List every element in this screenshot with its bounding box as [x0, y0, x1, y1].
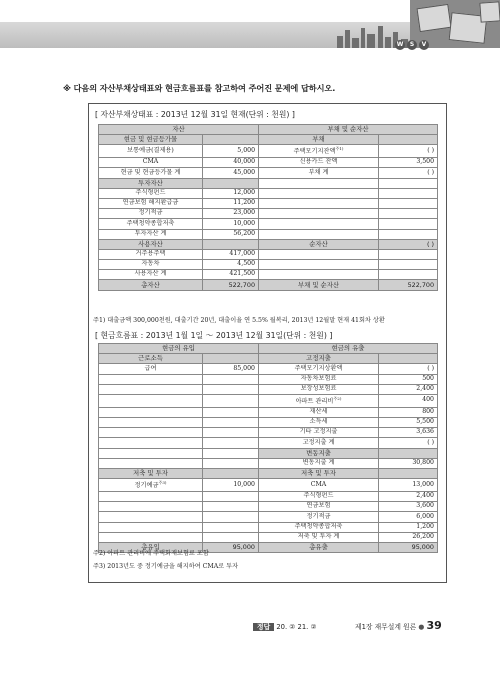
bs-right-value-text: ( )	[427, 168, 435, 176]
bs-right-label	[259, 260, 379, 270]
bs-left-label-text: 주식형펀드	[135, 188, 166, 196]
cf-left-label	[99, 394, 203, 407]
footnote-marker: 주1)	[335, 146, 344, 152]
bs-right-label-text: 주택모기지잔액	[293, 148, 336, 156]
cf-row	[99, 448, 438, 458]
bs-left-value	[203, 249, 259, 259]
bs-left-label-text: 연금보험 해지환급금	[122, 199, 179, 207]
cf-left-value	[203, 502, 259, 512]
bs-row	[99, 198, 438, 208]
bs-right-value	[379, 270, 438, 280]
bs-row	[99, 249, 438, 259]
bs-row	[99, 260, 438, 270]
cf-right-value-text: 5,500	[416, 418, 434, 426]
bs-right-label-text: 부채 계	[308, 168, 329, 176]
bs-left-label	[99, 145, 203, 158]
cf-left-value	[203, 468, 259, 478]
cf-right-label-text: 고정지출	[306, 354, 331, 363]
bs-left-value	[203, 260, 259, 270]
cf-left-value-text: 10,000	[233, 480, 255, 488]
cf-right-value-text: 13,000	[412, 480, 434, 488]
question-instruction: ※ 다음의 자산부채상태표와 현금흐름표를 참고하여 주어진 문제에 답하시오.	[63, 83, 336, 93]
cf-right-value	[379, 384, 438, 394]
cf-left-value	[203, 542, 259, 552]
cf-right-value-text: 400	[422, 396, 434, 404]
bs-right-value-text: ( )	[427, 146, 435, 154]
balance-sheet-note: 주1) 대출금액 300,000천원, 대출기간 20년, 대출이율 연 5.5% 월복리, 2013년 12월말 현재 41회차 상환	[93, 317, 385, 324]
cash-flow-caption: [ 현금흐름표 : 2013년 1월 1일 ～ 2013년 12월 31일(단위 : 천원) ]	[95, 331, 333, 340]
cf-right-label-text: 정기적금	[306, 512, 331, 520]
cf-right-value	[379, 512, 438, 522]
bs-left-label-text: 주택청약종합저축	[126, 219, 175, 227]
bs-right-label	[259, 178, 379, 188]
bs-left-label-text: 사용자산	[138, 239, 163, 248]
cf-left-label	[99, 438, 203, 448]
bs-right-value	[379, 239, 438, 249]
cf-right-label-text: 주식형펀드	[303, 492, 334, 500]
cf-right-value-text: 1,200	[416, 522, 434, 530]
cf-right-value-text: 95,000	[411, 543, 434, 552]
cf-right-value-text: 26,200	[412, 532, 434, 540]
page-number: 39	[426, 619, 442, 632]
bs-left-value	[203, 280, 259, 290]
bs-row	[99, 158, 438, 168]
cf-right-value	[379, 502, 438, 512]
bs-row	[99, 219, 438, 229]
cf-row	[99, 512, 438, 522]
cf-row	[99, 407, 438, 417]
cf-right-value	[379, 394, 438, 407]
cf-right-label-text: 보장성보험료	[300, 384, 337, 392]
cf-right-value-text: 30,800	[412, 458, 434, 466]
cf-row	[99, 522, 438, 532]
cf-row	[99, 532, 438, 542]
bs-left-value-text: 417,000	[229, 250, 256, 258]
cf-right-label	[259, 438, 379, 448]
cf-row	[99, 491, 438, 501]
cf-right-value-text: ( )	[427, 364, 434, 372]
bs-left-value-text: 522,700	[228, 280, 256, 289]
bs-left-value	[203, 168, 259, 178]
bs-left-label	[99, 280, 203, 290]
cf-row	[99, 468, 438, 478]
bs-left-value-text: 23,000	[233, 209, 256, 217]
cf-left-label	[99, 364, 203, 374]
cf-right-label-text: 고정지출 계	[302, 438, 335, 446]
cf-right-label	[259, 394, 379, 407]
cf-right-value	[379, 428, 438, 438]
footnote-marker: 주3)	[158, 480, 167, 486]
cf-right-header: 현금의 유출	[259, 344, 438, 354]
cf-right-label-text: 자동차보험료	[300, 374, 337, 382]
bs-row	[99, 229, 438, 239]
bs-header-row	[99, 125, 438, 135]
cf-header-row	[99, 344, 438, 354]
bs-left-label-text: 투자자산	[138, 178, 163, 187]
bs-right-label-text: 신용카드 잔액	[299, 158, 338, 166]
cf-right-value	[379, 354, 438, 364]
cf-right-label	[259, 479, 379, 492]
bs-left-label	[99, 135, 203, 145]
cf-left-value	[203, 364, 259, 374]
cf-right-label-text: 주택청약종합저축	[294, 522, 343, 530]
cf-right-value	[379, 458, 438, 468]
cf-right-label	[259, 417, 379, 427]
bs-right-label	[259, 198, 379, 208]
footnote-marker: 주2)	[333, 395, 342, 401]
bs-row	[99, 145, 438, 158]
cf-left-label	[99, 374, 203, 384]
balance-sheet-table	[98, 124, 438, 291]
cf-row	[99, 374, 438, 384]
page-header-banner	[0, 0, 500, 48]
cf-row	[99, 438, 438, 448]
cf-left-value	[203, 458, 259, 468]
cf-right-value	[379, 417, 438, 427]
cf-right-value	[379, 364, 438, 374]
cf-right-value	[379, 468, 438, 478]
cf-left-value	[203, 522, 259, 532]
cf-left-value	[203, 374, 259, 384]
cf-right-label	[259, 468, 379, 478]
cf-right-value-text: 500	[422, 374, 434, 382]
bullet-icon: ●	[418, 623, 425, 631]
cf-left-label	[99, 479, 203, 492]
bs-left-label	[99, 178, 203, 188]
bs-right-label	[259, 168, 379, 178]
bs-right-value-text: 522,700	[407, 280, 435, 289]
bs-left-value	[203, 158, 259, 168]
bs-right-value	[379, 249, 438, 259]
cf-left-value	[203, 417, 259, 427]
cf-right-value	[379, 438, 438, 448]
cf-right-label	[259, 458, 379, 468]
bs-left-label-text: 거주용주택	[135, 250, 166, 258]
bs-left-label-text: 사용자산 계	[134, 270, 167, 278]
bs-right-label	[259, 239, 379, 249]
bs-right-value	[379, 145, 438, 158]
bs-left-value-text: 5,000	[237, 146, 256, 154]
cf-right-label-text: 기타 고정지출	[299, 428, 338, 436]
bs-right-label	[259, 145, 379, 158]
bs-right-label-text: 순자산	[309, 239, 328, 248]
answer-label: 정답	[253, 623, 274, 631]
cf-right-value	[379, 532, 438, 542]
cf-right-label-text: 아파트 관리비	[295, 398, 334, 405]
cf-right-label	[259, 374, 379, 384]
cf-row	[99, 394, 438, 407]
cf-left-label	[99, 417, 203, 427]
bs-left-label	[99, 209, 203, 219]
cf-right-value	[379, 448, 438, 458]
bs-right-value	[379, 260, 438, 270]
cf-row	[99, 384, 438, 394]
cf-right-label-text: 변동지출	[306, 448, 331, 457]
bs-right-value	[379, 209, 438, 219]
chapter-title: 제1장 재무설계 원론	[355, 623, 417, 631]
cf-right-label	[259, 384, 379, 394]
bs-left-label	[99, 249, 203, 259]
bs-left-value	[203, 145, 259, 158]
bs-row	[99, 178, 438, 188]
bs-left-label-text: CMA	[142, 158, 159, 166]
cf-left-value	[203, 448, 259, 458]
cf-left-value	[203, 491, 259, 501]
bs-left-label-text: 현금 및 현금등가물 계	[120, 168, 181, 176]
cf-left-label	[99, 502, 203, 512]
bs-left-value-text: 40,000	[233, 158, 256, 166]
bs-right-label	[259, 188, 379, 198]
cf-left-label-text: 저축 및 투자	[133, 469, 168, 478]
bs-right-label	[259, 209, 379, 219]
bs-right-label	[259, 219, 379, 229]
bs-left-label	[99, 270, 203, 280]
cf-right-label	[259, 428, 379, 438]
bs-left-value	[203, 209, 259, 219]
bs-left-label-text: 총자산	[141, 280, 160, 289]
bs-left-label	[99, 158, 203, 168]
bs-left-value-text: 56,200	[233, 229, 256, 237]
cf-right-label	[259, 364, 379, 374]
cf-left-label	[99, 468, 203, 478]
answer-text: 20. ② 21. ②	[276, 623, 317, 631]
cf-left-value	[203, 532, 259, 542]
cf-left-value	[203, 479, 259, 492]
cf-left-label	[99, 448, 203, 458]
cf-left-label-text: 총유입	[141, 543, 160, 552]
cf-right-value-text: 3,600	[416, 502, 434, 510]
bs-right-header: 부채 및 순자산	[259, 125, 438, 135]
bs-left-value-text: 45,000	[233, 168, 256, 176]
cf-right-label-text: 저축 및 투자 계	[297, 532, 340, 540]
cf-row	[99, 428, 438, 438]
bs-right-label	[259, 270, 379, 280]
bs-right-label	[259, 229, 379, 239]
bs-left-value-text: 11,200	[233, 199, 256, 207]
bs-left-label-text: 정기적금	[138, 209, 163, 217]
bs-right-label-text: 부채 및 순자산	[297, 280, 340, 289]
bs-row	[99, 188, 438, 198]
cf-left-header: 현금의 유입	[99, 344, 259, 354]
bs-right-value	[379, 168, 438, 178]
bs-left-value	[203, 188, 259, 198]
bs-left-value-text: 421,500	[229, 270, 256, 278]
balance-sheet-caption: [ 자산부채상태표 : 2013년 12월 31일 현재(단위 : 천원) ]	[95, 110, 295, 119]
bs-left-value	[203, 135, 259, 145]
bs-left-value	[203, 239, 259, 249]
bs-right-label	[259, 135, 379, 145]
bs-right-label-text: 부채	[312, 135, 325, 144]
cf-left-label	[99, 428, 203, 438]
bs-right-value	[379, 219, 438, 229]
s-badge-icon: S	[407, 40, 417, 50]
cf-right-label	[259, 354, 379, 364]
bs-left-value	[203, 198, 259, 208]
bs-left-header: 자산	[99, 125, 259, 135]
cf-row	[99, 354, 438, 364]
bs-left-label	[99, 260, 203, 270]
page-footer	[355, 619, 442, 632]
bs-left-label	[99, 229, 203, 239]
cf-right-label-text: 재산세	[309, 407, 328, 415]
cf-right-value	[379, 407, 438, 417]
bs-left-label	[99, 188, 203, 198]
bs-right-value	[379, 280, 438, 290]
cf-left-label	[99, 407, 203, 417]
bs-right-value	[379, 158, 438, 168]
cf-left-value	[203, 394, 259, 407]
cash-flow-note-3: 주3) 2013년도 중 정기예금을 해지하여 CMA로 투자	[93, 563, 239, 570]
cf-right-label-text: 주택모기지상환액	[294, 364, 343, 372]
cf-right-value	[379, 542, 438, 552]
cf-left-label	[99, 522, 203, 532]
bs-right-value	[379, 188, 438, 198]
cf-right-value-text: 800	[422, 407, 434, 415]
bs-left-label	[99, 239, 203, 249]
cf-right-value-text: 2,400	[416, 384, 434, 392]
cf-left-value	[203, 407, 259, 417]
bs-row	[99, 135, 438, 145]
cf-right-value	[379, 374, 438, 384]
cf-left-label	[99, 458, 203, 468]
cf-right-label	[259, 491, 379, 501]
cf-left-value	[203, 438, 259, 448]
cf-right-value-text: ( )	[427, 438, 434, 446]
cf-left-label	[99, 491, 203, 501]
bs-left-value-text: 12,000	[233, 188, 256, 196]
bs-left-value	[203, 219, 259, 229]
cf-left-value	[203, 354, 259, 364]
cf-right-value	[379, 491, 438, 501]
cf-right-value-text: 6,000	[416, 512, 434, 520]
bs-right-value	[379, 229, 438, 239]
cf-right-label	[259, 522, 379, 532]
bs-left-label-text: 자동차	[141, 260, 160, 268]
cf-right-label	[259, 512, 379, 522]
cf-right-label	[259, 502, 379, 512]
cf-left-label	[99, 512, 203, 522]
cf-row	[99, 502, 438, 512]
bs-right-value-text: ( )	[427, 239, 435, 248]
bs-right-label	[259, 280, 379, 290]
bs-row	[99, 168, 438, 178]
bs-left-label-text: 현금 및 현금등가물	[123, 135, 178, 144]
cf-right-label	[259, 542, 379, 552]
cf-left-value-text: 95,000	[232, 543, 255, 552]
cf-right-label	[259, 407, 379, 417]
cf-left-label	[99, 354, 203, 364]
bs-left-label-text: 보통예금(결제용)	[127, 146, 174, 154]
cf-left-label	[99, 532, 203, 542]
bs-left-label	[99, 198, 203, 208]
cf-right-value	[379, 522, 438, 532]
bs-left-value-text: 4,500	[237, 260, 256, 268]
bs-row	[99, 270, 438, 280]
cf-row	[99, 417, 438, 427]
cf-row	[99, 479, 438, 492]
cf-left-label	[99, 384, 203, 394]
bs-right-label	[259, 249, 379, 259]
cf-left-value	[203, 512, 259, 522]
bs-left-value	[203, 178, 259, 188]
cf-right-label-text: 연금보험	[306, 502, 331, 510]
cf-right-label	[259, 448, 379, 458]
bs-right-value-text: 3,500	[416, 158, 435, 166]
bs-right-value	[379, 135, 438, 145]
cf-right-label-text: 변동지출 계	[302, 458, 335, 466]
bs-left-value-text: 10,000	[233, 219, 256, 227]
bs-left-value	[203, 270, 259, 280]
bs-right-value	[379, 198, 438, 208]
bs-left-label	[99, 168, 203, 178]
cf-right-label-text: 소득세	[309, 418, 328, 426]
cf-row	[99, 458, 438, 468]
cf-left-label-text: 정기예금	[134, 482, 159, 490]
cf-right-value-text: 2,400	[416, 492, 434, 500]
cf-right-label	[259, 532, 379, 542]
bs-left-label-text: 투자자산 계	[134, 229, 167, 237]
v-badge-icon: V	[419, 40, 429, 50]
cf-left-label-text: 급여	[144, 364, 157, 372]
cf-row	[99, 364, 438, 374]
cf-right-label-text: 총유출	[309, 543, 328, 552]
cf-left-value	[203, 428, 259, 438]
bs-row	[99, 280, 438, 290]
cash-flow-note-2: 주2) 아파트 관리비에 주택화재보험료 포함	[93, 550, 209, 557]
cf-left-label-text: 근로소득	[138, 354, 163, 363]
cf-right-label-text: CMA	[310, 480, 327, 488]
bs-row	[99, 209, 438, 219]
cf-left-value-text: 85,000	[233, 364, 255, 372]
cf-left-value	[203, 384, 259, 394]
w-badge-icon: W	[396, 41, 404, 48]
bs-left-value	[203, 229, 259, 239]
bs-left-label	[99, 219, 203, 229]
answer-line	[253, 621, 317, 631]
cf-right-value-text: 3,636	[416, 428, 434, 436]
bs-row	[99, 239, 438, 249]
bs-right-value	[379, 178, 438, 188]
bs-right-label	[259, 158, 379, 168]
cf-right-label-text: 저축 및 투자	[301, 469, 336, 478]
cash-flow-table	[98, 343, 438, 553]
cf-right-value	[379, 479, 438, 492]
